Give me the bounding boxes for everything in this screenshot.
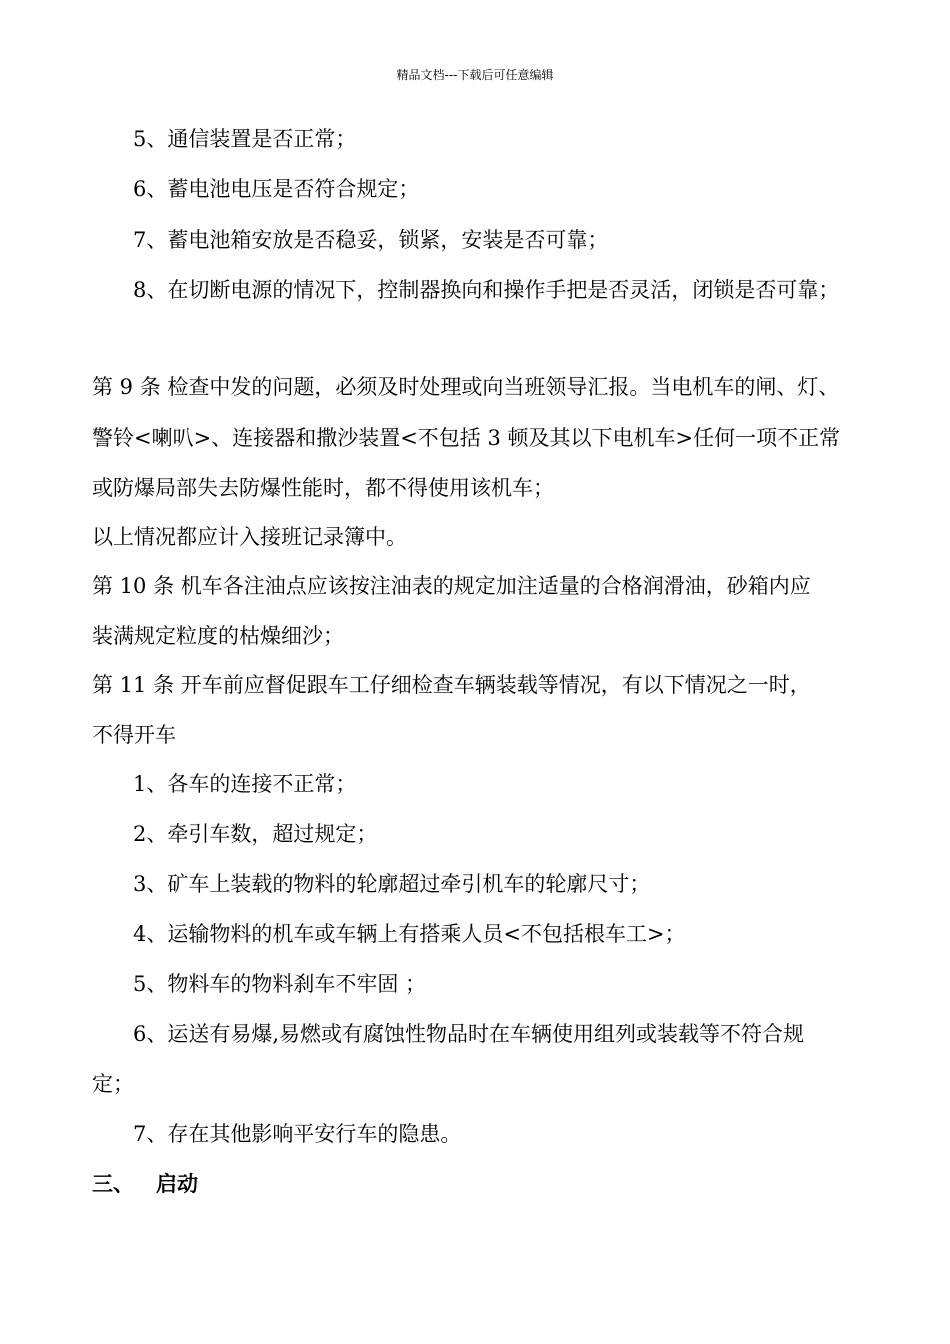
article-9-line-3: 或防爆局部失去防爆性能时，都不得使用该机车； [92,476,554,500]
article-11-line-1: 第 11 条 开车前应督促跟车工仔细检查车辆装载等情况，有以下情况之一时， [92,673,811,697]
article-9-line-4: 以上情况都应计入接班记录簿中。 [92,525,407,549]
check-item-5: 5、通信装置是否正常； [133,127,357,151]
condition-item-5: 5、物料车的物料刹车不牢固 ； [133,972,427,996]
check-item-6: 6、蓄电池电压是否符合规定； [133,177,420,201]
condition-item-6: 6、运送有易爆,易燃或有腐蚀性物品时在车辆使用组列或装载等不符合规 [133,1022,805,1046]
section-number: 三、 [92,1172,134,1196]
check-item-8: 8、在切断电源的情况下，控制器换向和操作手把是否灵活，闭锁是否可靠； [133,278,840,302]
condition-item-7: 7、存在其他影响平安行车的隐患。 [133,1122,462,1146]
condition-item-4: 4、运输物料的机车或车辆上有搭乘人员<不包括根车工>； [133,922,686,946]
section-title: 启动 [156,1172,198,1196]
article-10-line-2: 装满规定粒度的枯燥细沙； [92,624,344,648]
article-11-line-2: 不得开车 [92,723,176,747]
condition-item-1: 1、各车的连接不正常； [133,772,357,796]
article-10-line-1: 第 10 条 机车各注油点应该按注油表的规定加注适量的合格润滑油，砂箱内应 [92,574,811,598]
article-9-line-1: 第 9 条 检查中发的问题，必须及时处理或向当班领导汇报。当电机车的闸、灯、 [92,375,840,399]
condition-item-2: 2、牵引车数，超过规定； [133,822,378,846]
condition-item-3: 3、矿车上装载的物料的轮廓超过牵引机车的轮廓尺寸； [133,872,651,896]
section-heading [92,1171,198,1197]
page-header: 精品文档---下载后可任意编辑 [396,68,554,82]
condition-item-6-continued: 定； [92,1072,134,1096]
article-9-line-2: 警铃<喇叭>、连接器和撒沙装置<不包括 3 顿及其以下电机车>任何一项不正常 [92,426,841,450]
check-item-7: 7、蓄电池箱安放是否稳妥，锁紧，安装是否可靠； [133,228,609,252]
